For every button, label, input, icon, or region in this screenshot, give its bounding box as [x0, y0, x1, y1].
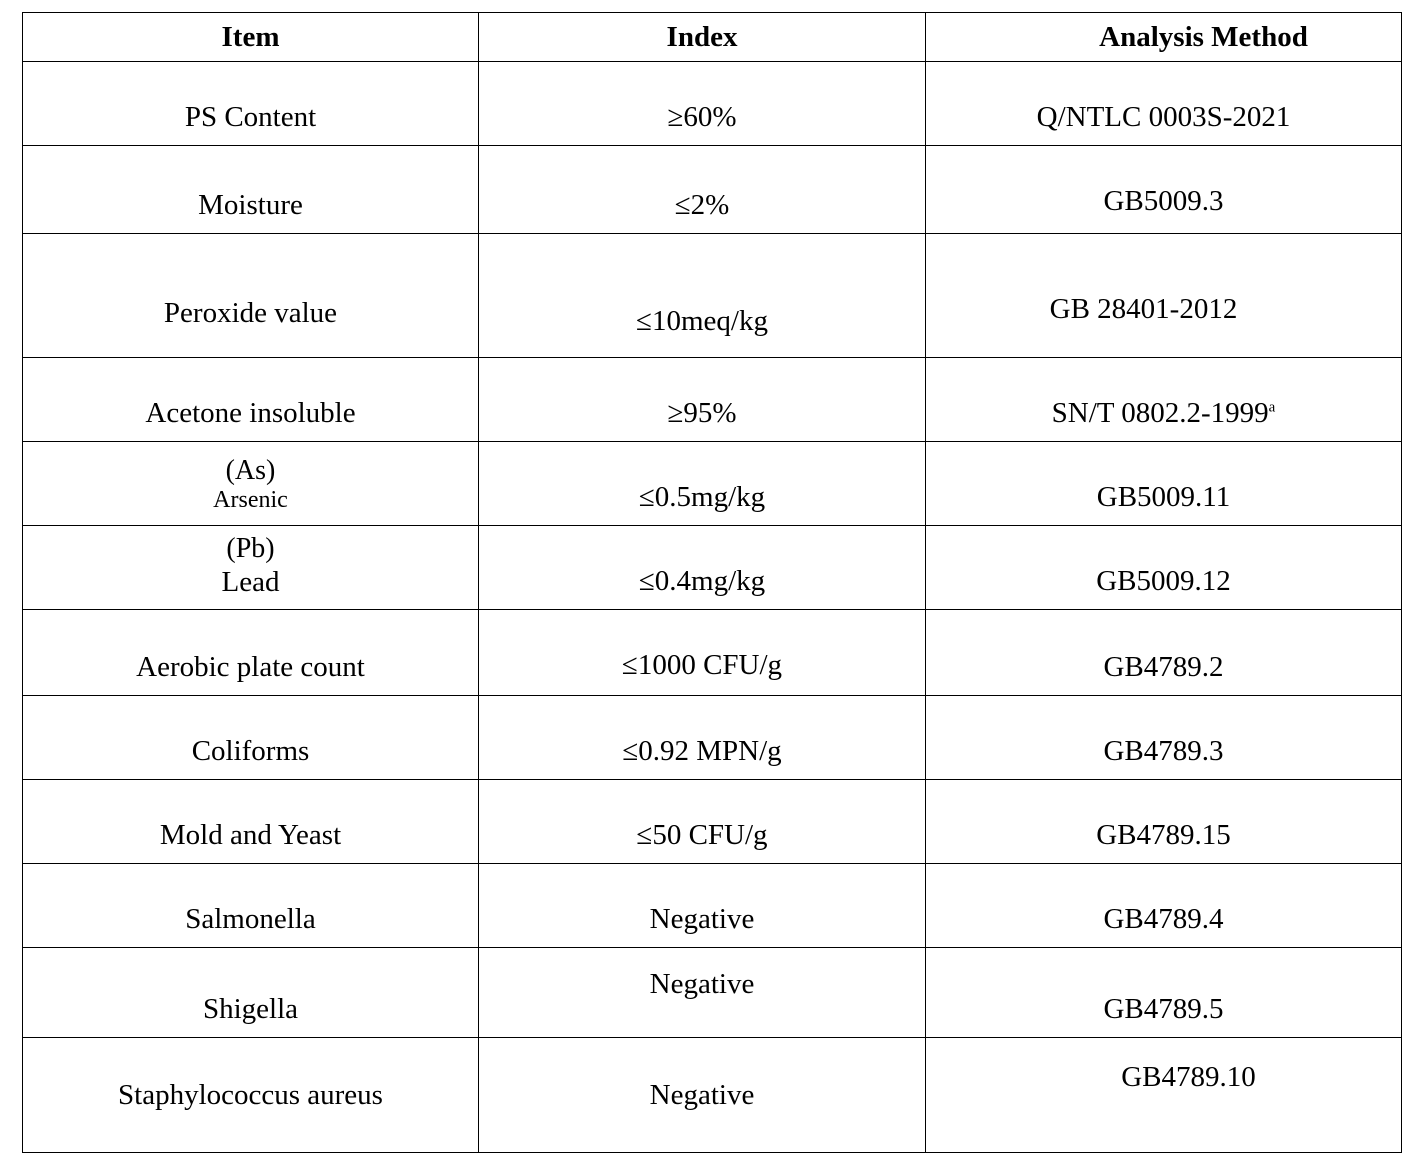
item-cell: Coliforms: [23, 696, 479, 780]
table-row: [23, 780, 1402, 864]
table-row: [23, 62, 1402, 146]
footnote-marker: a: [1268, 399, 1276, 416]
index-cell: Negative: [479, 948, 926, 1038]
item-cell: Peroxide value: [23, 234, 479, 358]
item-cell: Mold and Yeast: [23, 780, 479, 864]
table-row: [23, 358, 1402, 442]
table-row: [23, 610, 1402, 696]
table-row: [23, 864, 1402, 948]
index-cell: ≥60%: [479, 62, 926, 146]
method-cell: GB4789.2: [926, 610, 1402, 696]
header-item: Item: [23, 13, 479, 62]
table-row: [23, 526, 1402, 610]
item-cell: [23, 526, 479, 610]
index-cell: ≤2%: [479, 146, 926, 234]
method-cell: GB4789.4: [926, 864, 1402, 948]
element-symbol: (Pb): [226, 533, 275, 565]
method-cell: GB4789.3: [926, 696, 1402, 780]
index-cell: ≤50 CFU/g: [479, 780, 926, 864]
method-cell: GB 28401-2012: [926, 234, 1402, 358]
index-cell: ≤1000 CFU/g: [479, 610, 926, 696]
method-cell: SN/T 0802.2-1999$^a$: [926, 358, 1402, 442]
index-cell: Negative: [479, 864, 926, 948]
method-cell: Q/NTLC 0003S-2021: [926, 62, 1402, 146]
table-row: [23, 146, 1402, 234]
index-cell: ≤10meq/kg: [479, 234, 926, 358]
item-cell: Acetone insoluble: [23, 358, 479, 442]
element-name: Arsenic: [213, 487, 288, 514]
index-cell: Negative: [479, 1038, 926, 1153]
table-row: [23, 1038, 1402, 1153]
index-cell: ≤0.92 MPN/g: [479, 696, 926, 780]
item-cell: Shigella: [23, 948, 479, 1038]
item-cell: Salmonella: [23, 864, 479, 948]
index-cell: ≤0.5mg/kg: [479, 442, 926, 526]
item-cell: Aerobic plate count: [23, 610, 479, 696]
method-cell: GB5009.12: [926, 526, 1402, 610]
index-cell: ≤0.4mg/kg: [479, 526, 926, 610]
item-cell: [23, 442, 479, 526]
header-index: Index: [479, 13, 926, 62]
table-row: [23, 948, 1402, 1038]
header-analysis-method: Analysis Method: [926, 13, 1402, 62]
method-cell: GB5009.3: [926, 146, 1402, 234]
method-cell: GB4789.10: [926, 1038, 1402, 1153]
method-cell: GB5009.11: [926, 442, 1402, 526]
specification-table: [22, 12, 1402, 1153]
method-cell: GB4789.5: [926, 948, 1402, 1038]
item-cell: PS Content: [23, 62, 479, 146]
item-cell: Moisture: [23, 146, 479, 234]
table-row: [23, 234, 1402, 358]
table-row: [23, 696, 1402, 780]
table-row: [23, 442, 1402, 526]
method-cell: GB4789.15: [926, 780, 1402, 864]
element-name: Lead: [221, 565, 280, 598]
element-symbol: (As): [225, 455, 276, 487]
table-header-row: [23, 13, 1402, 62]
item-cell: Staphylococcus aureus: [23, 1038, 479, 1153]
index-cell: ≥95%: [479, 358, 926, 442]
